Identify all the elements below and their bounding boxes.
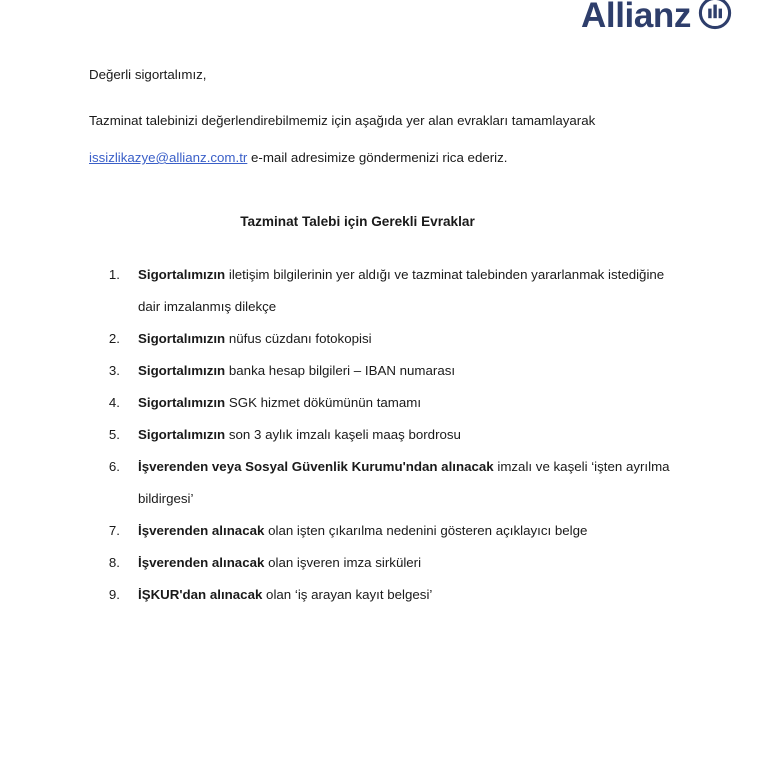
list-item-emphasis: Sigortalımızın bbox=[138, 331, 226, 346]
list-item bbox=[89, 259, 689, 323]
list-item-emphasis: Sigortalımızın bbox=[138, 267, 226, 282]
allianz-wordmark: Allianz bbox=[581, 0, 691, 35]
list-item-rest: SGK hizmet dökümünün tamamı bbox=[225, 395, 422, 410]
list-item-rest: nüfus cüzdanı fotokopisi bbox=[225, 331, 372, 346]
list-item-number: 4. bbox=[108, 395, 120, 410]
list-item-label bbox=[138, 331, 372, 346]
email-paragraph bbox=[89, 149, 689, 166]
required-documents-list bbox=[89, 259, 689, 611]
list-item-emphasis: İşverenden veya Sosyal Güvenlik Kurumu'ndan alınacak bbox=[138, 459, 494, 474]
list-item-number: 2. bbox=[108, 331, 120, 346]
list-item-emphasis: Sigortalımızın bbox=[138, 363, 226, 378]
list-item-emphasis: İşverenden alınacak bbox=[138, 555, 265, 570]
spacer bbox=[89, 230, 689, 259]
list-item bbox=[89, 451, 689, 515]
list-item-label bbox=[138, 523, 587, 538]
list-item-number: 6. bbox=[108, 459, 120, 474]
email-trailing-text: e-mail adresimize göndermenizi rica ederiz. bbox=[247, 150, 508, 165]
list-item-rest: olan işveren imza sirküleri bbox=[264, 555, 422, 570]
list-item-emphasis: Sigortalımızın bbox=[138, 395, 226, 410]
contact-email-link[interactable]: issizlikazye@allianz.com.tr bbox=[89, 150, 248, 165]
list-item-rest: olan işten çıkarılma nedenini gösteren açıklayıcı belge bbox=[264, 523, 588, 538]
list-item-label bbox=[138, 587, 432, 602]
list-item bbox=[89, 355, 689, 387]
list-item bbox=[89, 579, 689, 611]
list-item bbox=[89, 547, 689, 579]
page-title: Tazminat Talebi için Gerekli Evraklar bbox=[240, 214, 475, 229]
list-item-emphasis: İŞKUR'dan alınacak bbox=[138, 587, 263, 602]
spacer bbox=[89, 166, 689, 213]
list-item-rest: olan ‘iş arayan kayıt belgesi’ bbox=[262, 587, 433, 602]
allianz-circle-bars-icon bbox=[698, 0, 732, 34]
letter-body bbox=[89, 66, 689, 611]
list-item-number: 1. bbox=[108, 267, 120, 282]
list-item-label bbox=[138, 267, 664, 314]
list-item-number: 3. bbox=[108, 363, 120, 378]
list-item bbox=[89, 515, 689, 547]
list-item-emphasis: Sigortalımızın bbox=[138, 427, 226, 442]
salutation: Değerli sigortalımız, bbox=[89, 67, 207, 82]
list-item-number: 8. bbox=[108, 555, 120, 570]
list-item bbox=[89, 387, 689, 419]
list-item-rest: banka hesap bilgileri – IBAN numarası bbox=[225, 363, 456, 378]
list-item-number: 5. bbox=[108, 427, 120, 442]
list-item-number: 7. bbox=[108, 523, 120, 538]
list-item-emphasis: İşverenden alınacak bbox=[138, 523, 265, 538]
list-item-label bbox=[138, 555, 421, 570]
list-item-label bbox=[138, 459, 670, 506]
list-item-number: 9. bbox=[108, 587, 120, 602]
list-item-rest: son 3 aylık imzalı kaşeli maaş bordrosu bbox=[225, 427, 461, 442]
list-item-rest: iletişim bilgilerinin yer aldığı ve tazminat talebinden yararlanmak istediğine dair imzalanmış dilekçe bbox=[138, 267, 665, 314]
intro-paragraph: Tazminat talebinizi değerlendirebilmemiz için aşağıda yer alan evrakları tamamlayarak bbox=[89, 113, 596, 128]
list-item-label bbox=[138, 363, 455, 378]
list-item-label bbox=[138, 395, 421, 410]
list-item bbox=[89, 323, 689, 355]
spacer bbox=[89, 129, 689, 149]
list-item-rest: imzalı ve kaşeli ‘işten ayrılma bildirgesi’ bbox=[138, 459, 670, 506]
allianz-logo bbox=[581, 0, 732, 34]
list-item bbox=[89, 419, 689, 451]
list-item-label bbox=[138, 427, 461, 442]
spacer bbox=[89, 83, 689, 112]
